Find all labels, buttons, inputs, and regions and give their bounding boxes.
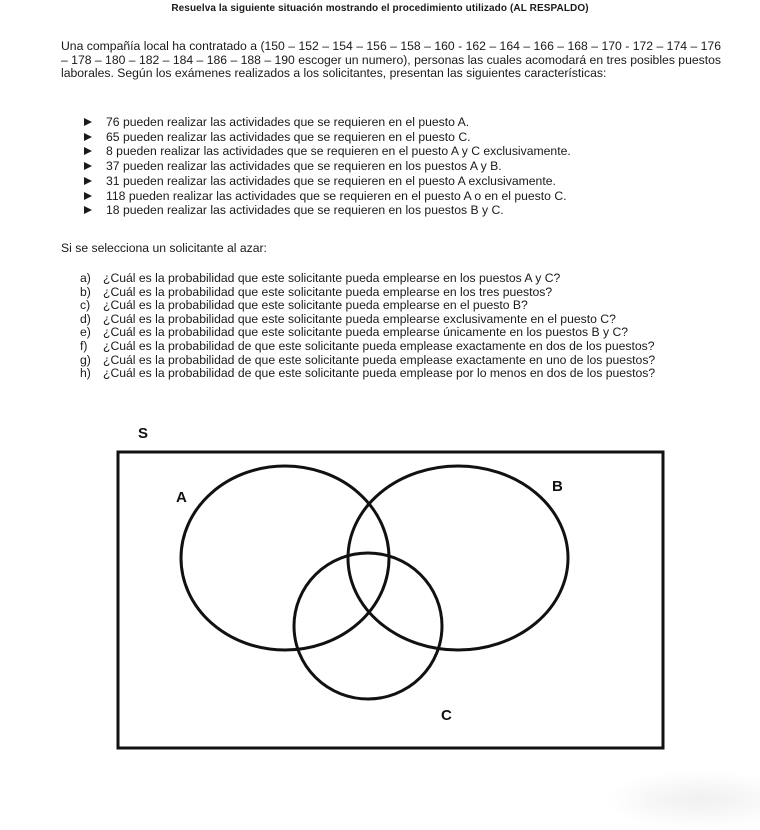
question-letter: d) [80,311,91,326]
problem-statement: Una compañía local ha contratado a (150 – 152 – 154 – 156 – 158 – 160 - 162 – 164 – 166 – 168 – 170 - 172 – 174 – 176 – 178 – 180 – 182 – 184 – 186 – 188 – 190 escoger un numero), personas las cuales acomodará en tres posibles puestos laborales. Según los exámenes realizados a los solicitantes, presentan las siguientes características: [61,39,721,81]
question-text: ¿Cuál es la probabilidad de que este solicitante pueda emplease exactamente en uno de los puestos? [103,352,656,367]
condition-item: 37 pueden realizar las actividades que se requieren en los puestos A y B. [80,159,700,174]
condition-item: 76 pueden realizar las actividades que se requieren en el puesto A. [80,115,700,130]
question-letter: f) [80,338,88,353]
question-text: ¿Cuál es la probabilidad de que este solicitante pueda emplease exactamente en dos de los puestos? [103,338,655,353]
question-item [80,354,740,368]
universe-label: S [138,425,149,442]
arrow-bullet-icon [84,162,92,170]
selection-prompt: Si se selecciona un solicitante al azar: [61,241,267,255]
condition-item: 65 pueden realizar las actividades que se requieren en el puesto C. [80,130,700,145]
arrow-bullet-icon [84,206,92,214]
condition-item: 18 pueden realizar las actividades que se requieren en los puestos B y C. [80,203,700,218]
question-item [80,326,740,340]
question-letter: c) [80,298,91,313]
venn-diagram [0,420,760,760]
condition-item: 118 pueden realizar las actividades que se requieren en el puesto A o en el puesto C. [80,189,700,204]
set-c-label: C [441,707,452,724]
set-b-label: B [552,478,563,495]
arrow-bullet-icon [84,192,92,200]
page-shadow [600,770,760,830]
question-text: ¿Cuál es la probabilidad que este solicitante pueda emplearse exclusivamente en el puesto C? [103,311,616,326]
condition-item: 8 pueden realizar las actividades que se requieren en el puesto A y C exclusivamente. [80,144,700,159]
set-a-label: A [176,489,187,506]
question-letter: g) [80,352,91,367]
condition-item: 31 pueden realizar las actividades que se requieren en el puesto A exclusivamente. [80,174,700,189]
question-item [80,340,740,354]
universe-rectangle [118,452,663,748]
question-letter: b) [80,284,91,299]
question-text: ¿Cuál es la probabilidad que este solicitante pueda emplearse en el puesto B? [103,298,528,313]
question-item [80,272,740,286]
question-letter: h) [80,366,91,381]
question-text: ¿Cuál es la probabilidad que este solicitante pueda emplearse en los tres puestos? [103,284,553,299]
question-item [80,299,740,313]
question-item [80,286,740,300]
question-text: ¿Cuál es la probabilidad de que este solicitante pueda emplease por lo menos en dos de los puestos? [103,366,656,381]
set-b-ellipse [348,466,568,650]
arrow-bullet-icon [84,147,92,155]
question-text: ¿Cuál es la probabilidad que este solicitante pueda emplearse únicamente en los puestos B y C? [103,325,629,340]
set-c-ellipse [294,553,442,699]
question-letter: a) [80,271,91,285]
arrow-bullet-icon [84,177,92,185]
question-item [80,313,740,327]
arrow-bullet-icon [84,118,92,126]
instruction-header: Resuelva la siguiente situación mostrando el procedimiento utilizado (AL RESPALDO) [171,3,589,14]
set-a-ellipse [181,466,389,650]
question-text: ¿Cuál es la probabilidad que este solicitante pueda emplearse en los puestos A y C? [103,271,561,285]
arrow-bullet-icon [84,133,92,141]
question-letter: e) [80,325,91,340]
questions-list [80,272,740,381]
conditions-list [80,115,700,218]
question-item [80,367,740,381]
